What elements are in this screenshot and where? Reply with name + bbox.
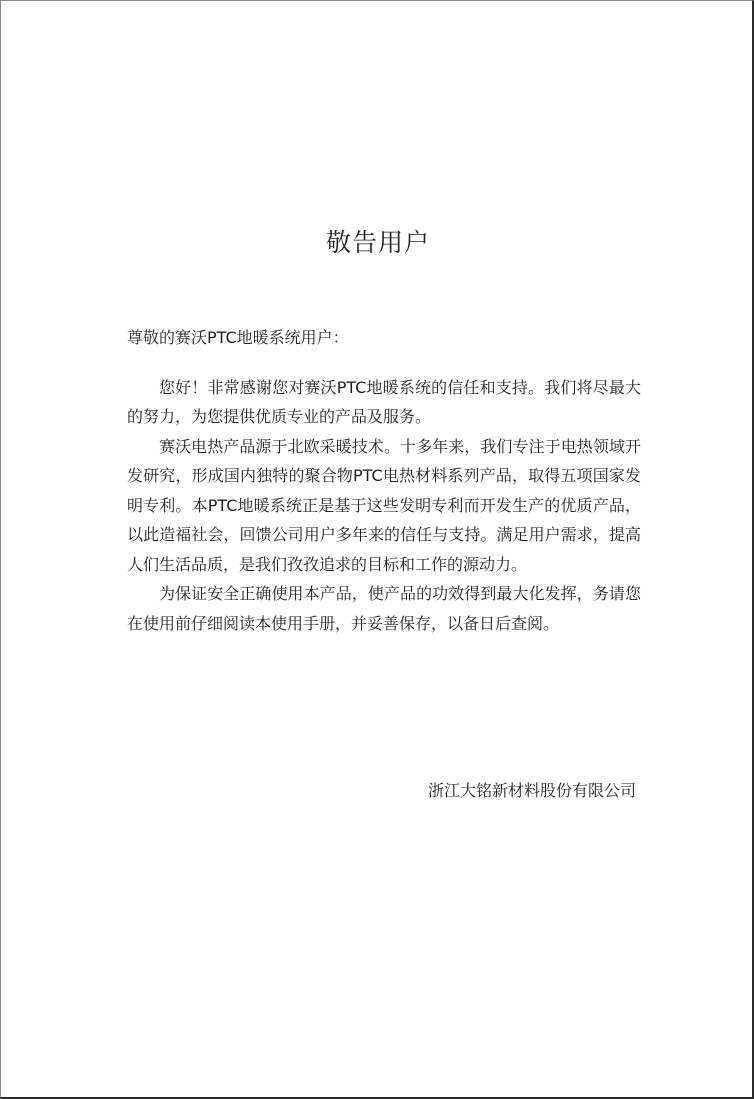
letter-body (127, 323, 641, 638)
paragraph-company-intro: 赛沃电热产品源于北欧采暖技术。十多年来，我们专注于电热领域开发研究，形成国内独特的聚合物PTC电热材料系列产品，取得五项国家发明专利。本PTC地暖系统正是基于这些发明专利而开发生产的优质产品，以此造福社会，回馈公司用户多年来的信任与支持。满足用户需求，提高人们生活品质，是我们孜孜追求的目标和工作的源动力。 (127, 436, 641, 574)
paragraph-greeting: 您好！非常感谢您对赛沃PTC地暖系统的信任和支持。我们将尽最大的努力，为您提供优质专业的产品及服务。 (127, 377, 641, 426)
paragraph-usage-notice: 为保证安全正确使用本产品，使产品的功效得到最大化发挥，务请您在使用前仔细阅读本使用手册，并妥善保存，以备日后查阅。 (127, 584, 641, 633)
page-title: 敬告用户 (325, 228, 430, 257)
company-signature: 浙江大铭新材料股份有限公司 (427, 781, 636, 800)
salutation: 尊敬的赛沃PTC地暖系统用户： (127, 328, 349, 347)
